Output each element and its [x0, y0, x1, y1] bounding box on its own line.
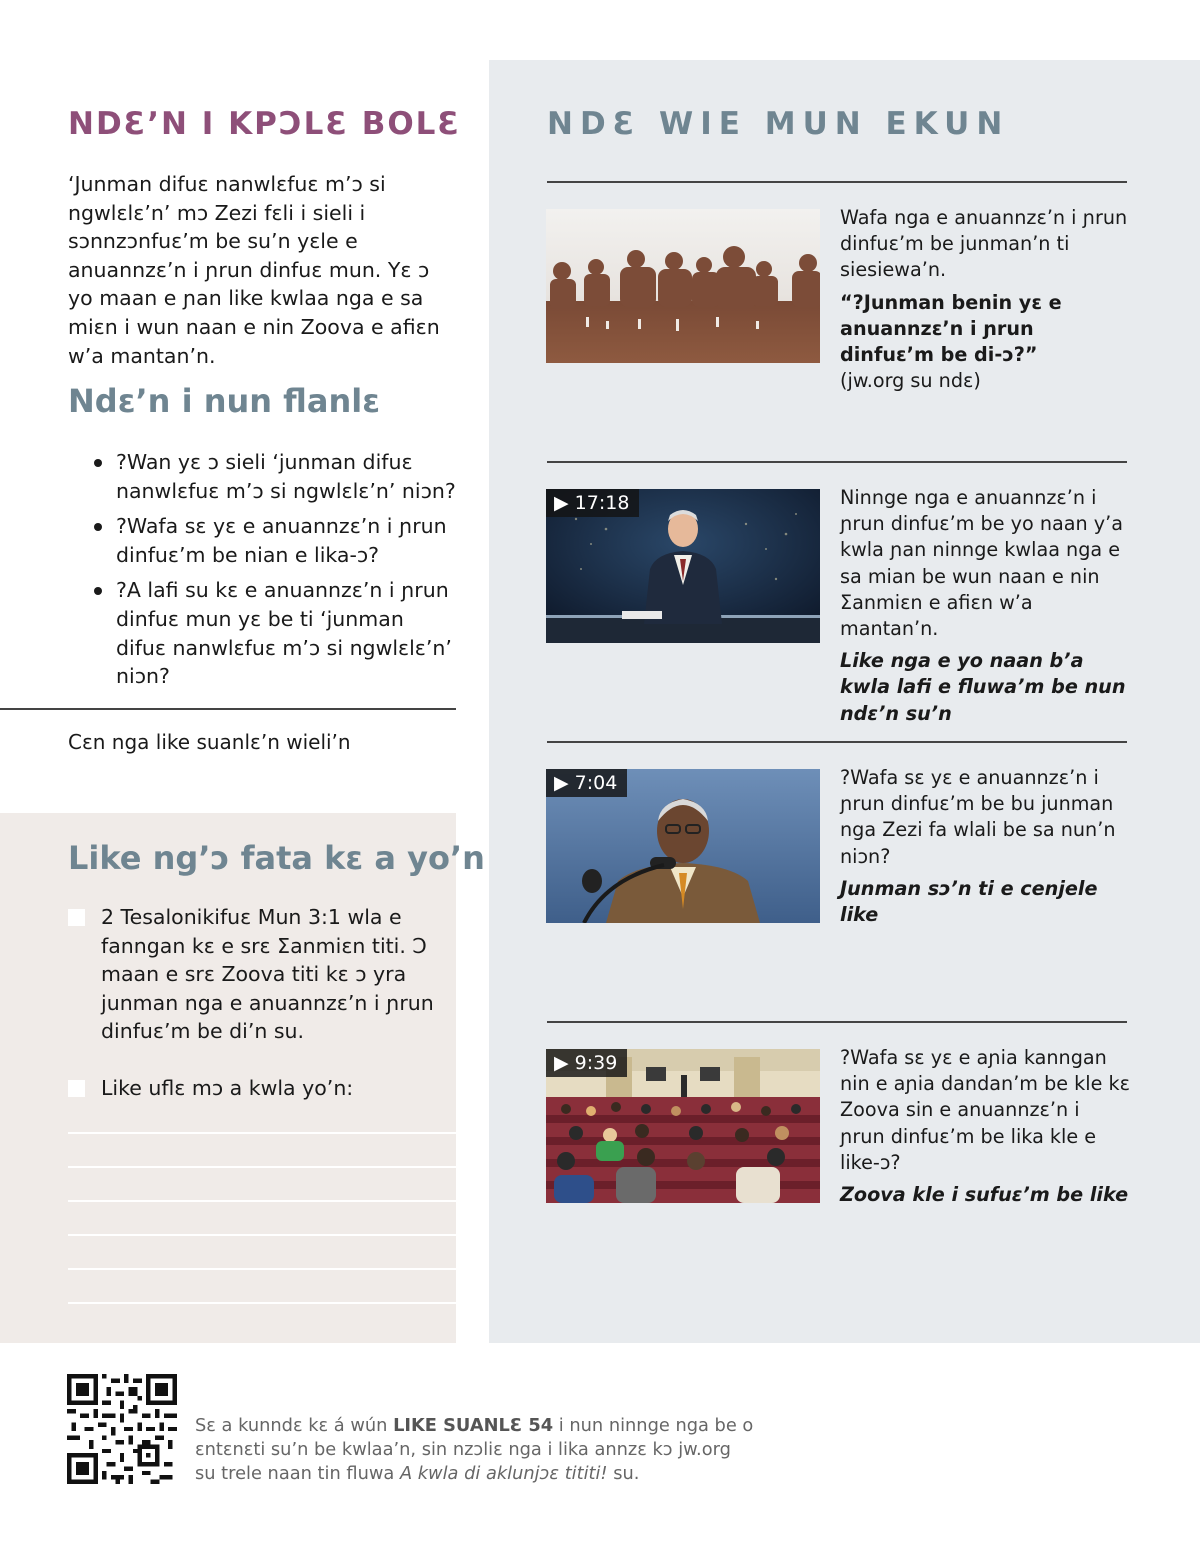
write-line[interactable] — [68, 1200, 456, 1202]
review-question: ?Wan yɛ ɔ sieli ‘junman difuɛ nanwlɛfuɛ m’ɔ si ngwlɛlɛ’n’ niɔn? — [92, 448, 456, 505]
qr-code[interactable] — [67, 1374, 177, 1484]
write-line[interactable] — [68, 1268, 456, 1270]
divider — [547, 461, 1127, 463]
review-question: ?A lafi su kɛ e anuannzɛ’n i ɲrun dinfuɛ mun yɛ be ti ‘junman difuɛ nanwlɛfuɛ m’ɔ si ngwlɛlɛ’n’ niɔn? — [92, 576, 456, 690]
video-description — [840, 485, 1130, 727]
task-text: Like uflɛ mɔ a kwla yo’n: — [101, 1076, 354, 1100]
review-title: Ndɛ’n i nun flanlɛ — [68, 382, 381, 420]
task-item — [68, 1074, 438, 1103]
video-description — [840, 1045, 1130, 1208]
video-title-link[interactable]: Like nga e yo naan b’a kwla lafi e fluwa’m be nun ndɛ’n su’n — [840, 649, 1126, 725]
video-duration: ▶ 9:39 — [546, 1049, 627, 1077]
write-line[interactable] — [68, 1132, 456, 1134]
divider — [547, 741, 1127, 743]
write-line[interactable] — [68, 1166, 456, 1168]
video-summary: ?Wafa sɛ yɛ e aɲia kanngan nin e aɲia dandan’m be kle kɛ Zoova sin e anuannzɛ’n i ɲrun dinfuɛ’m be lika kle e like-ɔ? — [840, 1046, 1130, 1174]
book-title: A kwla di aklunjɔɛ tititi! — [399, 1463, 608, 1484]
video-thumbnail[interactable] — [546, 769, 820, 923]
play-icon: ▶ — [554, 492, 569, 514]
video-summary: Wafa nga e anuannzɛ’n i ɲrun dinfuɛ’m be junman’n ti siesiewa’n. — [840, 206, 1128, 282]
videos-title: NDƐ WIE MUN EKUN — [547, 106, 1010, 142]
footer-note: Sɛ a kunndɛ kɛ á wún LIKE SUANLƐ 54 i nun ninnge nga be o ɛntɛnɛti su’n be kwlaa’n, sin nzɔliɛ nga i lika annzɛ kɔ jw.org su trele naan tin fluwa A kwla di aklunjɔɛ tititi! su. — [195, 1415, 754, 1484]
write-line[interactable] — [68, 1302, 456, 1304]
video-duration: ▶ 17:18 — [546, 489, 639, 517]
divider — [547, 181, 1127, 183]
task-text: 2 Tesalonikifuɛ Mun 3:1 wla e fanngan kɛ e srɛ Ʃanmiɛn titi. Ɔ maan e srɛ Zoova titi kɛ ɔ yra junman nga e anuannzɛ’n i ɲrun dinfuɛ’m be di’n su. — [101, 905, 434, 1044]
video-thumbnail[interactable] — [546, 489, 820, 643]
video-duration: ▶ 7:04 — [546, 769, 627, 797]
task-checkbox[interactable] — [68, 909, 85, 926]
divider — [0, 708, 456, 710]
summary-text: ‘Junman difuɛ nanwlɛfuɛ m’ɔ si ngwlɛlɛ’n’ mɔ Zezi fɛli i sieli i sɔnnzɔnfuɛ’m be su’n yɛle e anuannzɛ’n i ɲrun dinfuɛ mun. Yɛ ɔ yo maan e ɲan like kwlaa nga e sa miɛn i wun naan e nin Zoova e afiɛn w’a mantan’n. — [68, 172, 440, 368]
task-item — [68, 903, 438, 1046]
tasks-title: Like ng’ɔ fata kɛ a yo’n — [68, 839, 485, 877]
video-description — [840, 205, 1130, 394]
meeting-silhouette-image — [546, 209, 820, 363]
divider — [547, 1021, 1127, 1023]
video-title-link[interactable]: Junman sɔ’n ti e cenjele like — [840, 876, 1098, 927]
completion-date-label: Cɛn nga like suanlɛ’n wieli’n — [68, 730, 351, 754]
review-question: ?Wafa sɛ yɛ e anuannzɛ’n i ɲrun dinfuɛ’m be nian e lika-ɔ? — [92, 512, 456, 569]
summary-title: NDƐ’N I KPƆLƐ BOLƐ — [68, 106, 461, 142]
article-title-link[interactable]: “?Junman benin yɛ e anuannzɛ’n i ɲrun dinfuɛ’m be di-ɔ?” — [840, 290, 1062, 367]
review-questions — [92, 448, 456, 698]
video-summary: ?Wafa sɛ yɛ e anuannzɛ’n i ɲrun dinfuɛ’m be bu junman nga Zezi fa wlali be sa nun’n niɔn? — [840, 766, 1116, 868]
write-line[interactable] — [68, 1234, 456, 1236]
article-image[interactable] — [546, 209, 820, 363]
play-icon: ▶ — [554, 772, 569, 794]
play-icon: ▶ — [554, 1052, 569, 1074]
video-description — [840, 765, 1130, 928]
video-title-link[interactable]: Zoova kle i sufuɛ’m be like — [840, 1183, 1129, 1207]
task-checkbox[interactable] — [68, 1080, 85, 1097]
video-summary: Ninnge nga e anuannzɛ’n i ɲrun dinfuɛ’m be yo naan y’a kwla ɲan ninnge kwlaa nga e sa mian be wun naan e nin Ʃanmiɛn e afiɛn w’a mantan’n. — [840, 486, 1123, 641]
source-label: (jw.org su ndɛ) — [840, 369, 981, 393]
video-thumbnail[interactable] — [546, 1049, 820, 1203]
